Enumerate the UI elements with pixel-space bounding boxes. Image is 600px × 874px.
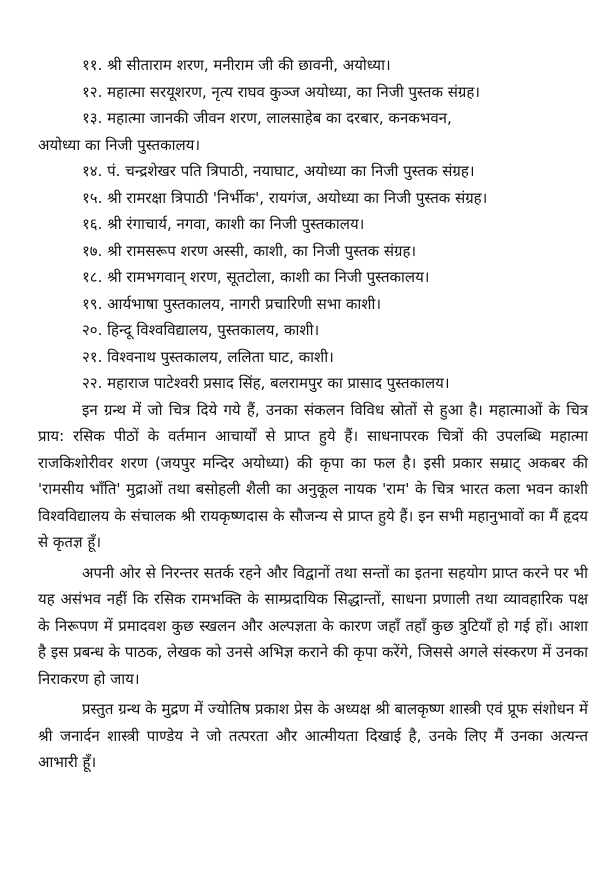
item-number: १३. [82, 109, 103, 127]
item-text: श्री रंगाचार्य, नगवा, काशी का निजी पुस्तकालय। [107, 215, 365, 233]
list-item [38, 370, 588, 397]
list-item [38, 185, 588, 212]
list-item [38, 105, 588, 158]
item-text-continuation: अयोध्या का निजी पुस्तकालय। [38, 135, 201, 154]
list-item [38, 238, 588, 265]
list-item [38, 158, 588, 185]
item-number: १९. [82, 294, 103, 313]
item-number: ११. [82, 56, 103, 74]
item-text: महात्मा जानकी जीवन शरण, लालसाहेब का दरबार, कनकभवन, [107, 109, 452, 127]
library-list [38, 52, 588, 397]
item-text: महात्मा सरयूशरण, नृत्य राघव कुञ्ज अयोध्या, का निजी पुस्तक संग्रह। [107, 82, 480, 101]
item-text: पं. चन्द्रशेखर पति त्रिपाठी, नयाघाट, अयोध्या का निजी पुस्तक संग्रह। [107, 162, 475, 180]
paragraph-acknowledgement: प्रस्तुत ग्रन्थ के मुद्रण में ज्योतिष प्रकाश प्रेस के अध्यक्ष श्री बालकृष्ण शास्त्री एवं प्रूफ संशोधन में श्री जनार्दन शास्त्री पाण्डेय ने जो तत्परता और आत्मीयता दिखाई है, उनके लिए मैं उनका अत्यन्त आभारी हूँ। [38, 700, 588, 771]
item-number: १४. [82, 162, 103, 180]
item-text: आर्यभाषा पुस्तकालय, नागरी प्रचारिणी सभा काशी। [107, 294, 382, 313]
item-text: श्री रामरक्षा त्रिपाठी 'निर्भीक', रायगंज, अयोध्या का निजी पुस्तक संग्रह। [107, 188, 488, 207]
item-number: १२. [82, 82, 103, 101]
item-text: हिन्दू विश्वविद्यालय, पुस्तकालय, काशी। [107, 321, 320, 339]
list-item [38, 317, 588, 344]
item-number: १८. [82, 268, 103, 286]
item-text: श्री सीताराम शरण, मनीराम जी की छावनी, अयोध्या। [107, 56, 391, 74]
item-number: १६. [82, 215, 103, 233]
item-number: २१. [82, 347, 103, 366]
list-item [38, 52, 588, 79]
item-text: महाराज पाटेश्वरी प्रसाद सिंह, बलरामपुर का प्रासाद पुस्तकालय। [107, 374, 450, 392]
item-text: श्री रामभगवान् शरण, सूतटोला, काशी का निजी पुस्तकालय। [107, 268, 430, 286]
item-number: २२. [82, 374, 103, 392]
list-item [38, 264, 588, 291]
list-item [38, 211, 588, 238]
paragraph-errata: अपनी ओर से निरन्तर सतर्क रहने और विद्वानों तथा सन्तों का इतना सहयोग प्राप्त करने पर भी यह असंभव नहीं कि रसिक रामभक्ति के साम्प्रदायिक सिद्धान्तों, साधना प्रणाली तथा व्यावहारिक पक्ष के निरूपण में प्रमादवश कुछ स्खलन और अल्पज्ञता के कारण जहाँ तहाँ कुछ त्रुटियाँ हो गई हों। आशा है इस प्रबन्ध के पाठक, लेखक को उनसे अभिज्ञ कराने की कृपा करेंगे, जिससे अगले संस्करण में उनका निराकरण हो जाय। [38, 563, 588, 688]
item-text: श्री रामसरूप शरण अस्सी, काशी, का निजी पुस्तक संग्रह। [107, 241, 417, 260]
list-item [38, 344, 588, 371]
paragraph-illustrations: इन ग्रन्थ में जो चित्र दिये गये हैं, उनका संकलन विविध स्रोतों से हुआ है। महात्माओं के चित्र प्राय: रसिक पीठों के वर्तमान आचार्यों से प्राप्त हुये हैं। साधनापरक चित्रों की उपलब्धि महात्मा राजकिशोरीवर शरण (जयपुर मन्दिर अयोध्या) की कृपा का फल है। इसी प्रकार सम्राट् अकबर की 'रामसीय भाँति' मुद्राओं तथा बसोहली शैली का अनुकूल नायक 'राम' के चित्र भारत कला भवन काशी विश्वविद्यालय के संचालक श्री रायकृष्णदास के सौजन्य से प्राप्त हुये हैं। इन सभी महानुभावों का मैं हृदय से कृतज्ञ हूँ। [38, 400, 588, 551]
item-text: विश्वनाथ पुस्तकालय, ललिता घाट, काशी। [107, 347, 334, 366]
list-item [38, 291, 588, 318]
item-number: २०. [82, 321, 103, 339]
item-number: १५. [82, 188, 103, 207]
item-number: १७. [82, 241, 103, 260]
list-item [38, 79, 588, 106]
